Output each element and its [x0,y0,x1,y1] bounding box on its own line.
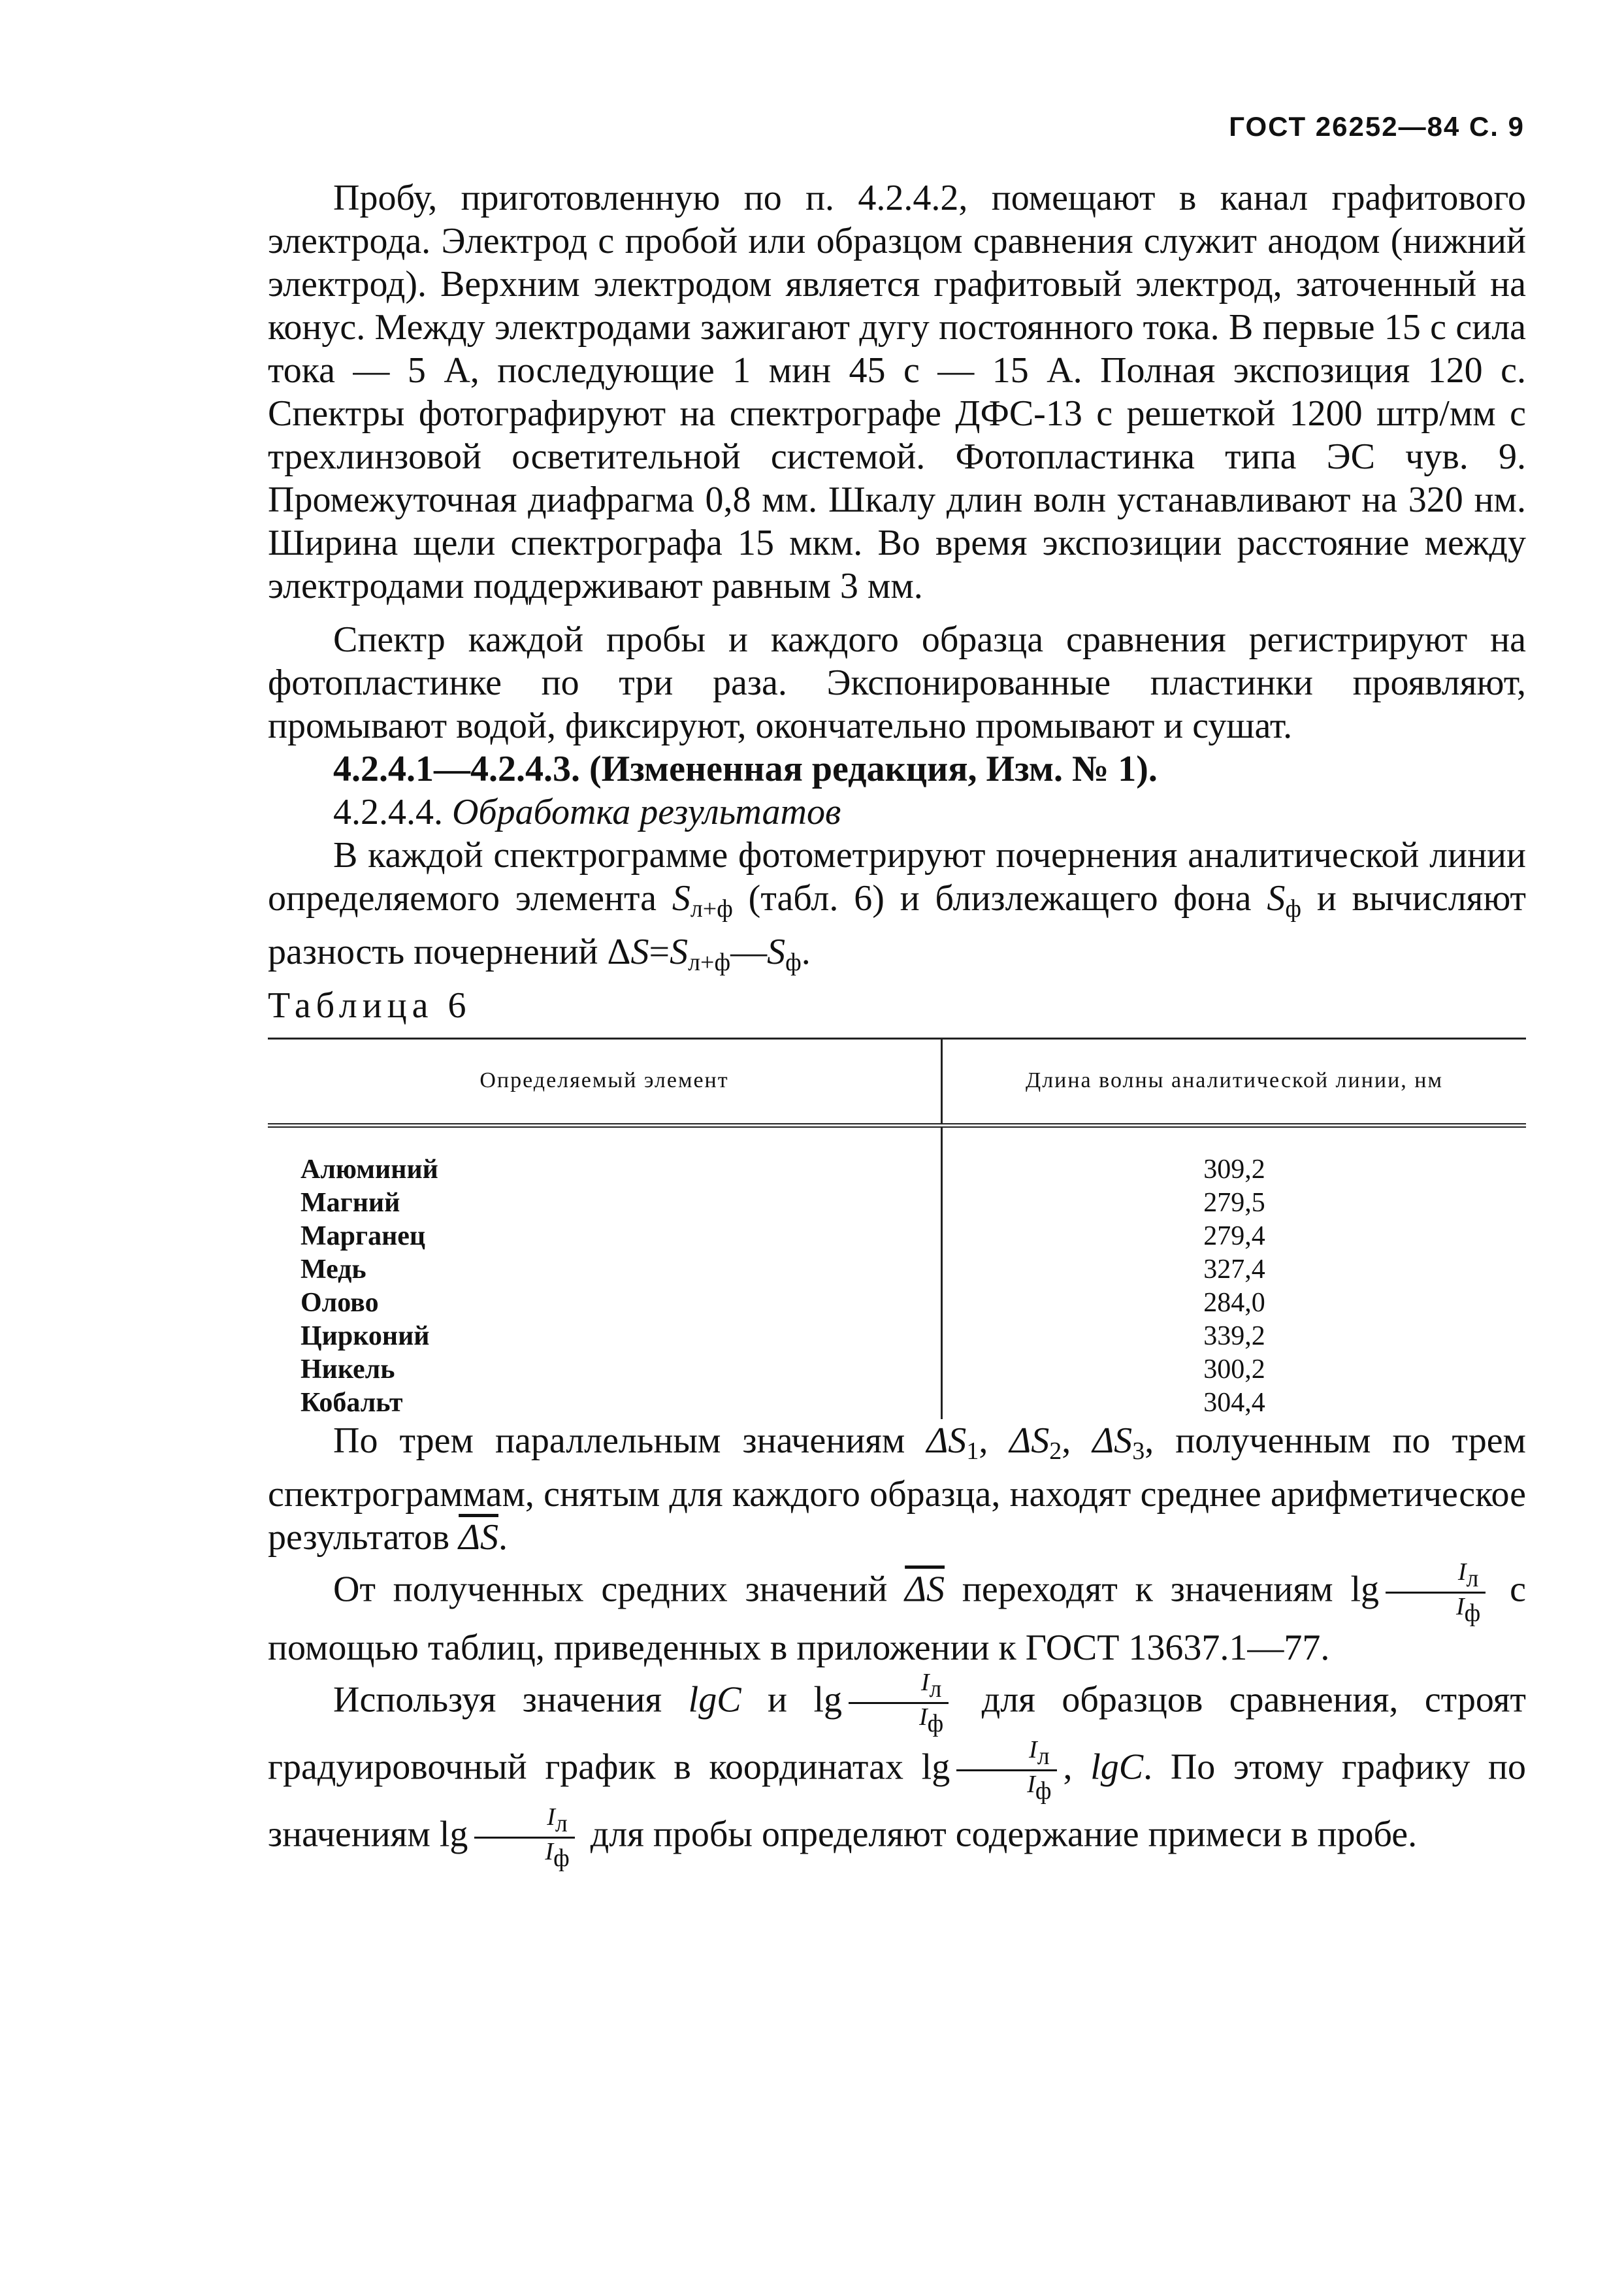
symbol-delta-s: ΔS [1009,1420,1050,1461]
page-content [268,176,1526,1871]
section-title: Обработка результатов [452,792,841,832]
table-row [268,1186,1526,1219]
fraction-il-if [849,1669,949,1737]
subscript: ф [553,1844,570,1872]
symbol-s: S [630,932,649,972]
fraction-numerator [849,1669,949,1704]
text-run: . [498,1517,508,1558]
text-run: В каждой спектрограмме фотометрируют почернения аналитической линии определяемого элемента [268,835,1526,919]
symbol-equals: = [649,932,670,972]
cell-element: Олово [268,1286,942,1319]
text-run: По трем параллельным значениям [333,1420,927,1461]
cell-wavelength: 279,4 [1203,1221,1265,1251]
text-run: I [1027,1771,1035,1798]
table-caption: Таблица 6 [268,985,472,1026]
text-run: От полученных средних значений [333,1569,905,1610]
subscript: л [1466,1565,1479,1592]
cell-wavelength: 339,2 [1203,1320,1265,1351]
symbol-s: S [1267,878,1286,919]
fraction-il-if [474,1804,574,1871]
subscript: 1 [966,1437,979,1465]
text-run: , [979,1420,1010,1461]
text-run: Используя значения [333,1679,689,1720]
cell-element: Медь [268,1253,942,1286]
text-run: I [1457,1558,1467,1586]
subscript: л [929,1675,942,1703]
fraction-denominator [956,1771,1056,1804]
subscript: л+ф [690,895,733,923]
symbol-minus: — [730,932,768,972]
paragraph-conversion [268,1559,1526,1669]
cell-element: Цирконий [268,1319,942,1352]
table-row [268,1319,1526,1352]
table-row [268,1386,1526,1419]
cell-wavelength: 327,4 [1203,1254,1265,1285]
symbol-lgc: lgC [1090,1746,1144,1788]
text-run: , [1063,1746,1091,1788]
symbol-s: S [672,878,690,919]
cell-wavelength: 309,2 [1203,1154,1265,1185]
text-run: и вычисляют разность почернений [268,878,1527,972]
cell-element: Кобальт [268,1386,942,1419]
subscript: ф [927,1710,944,1737]
cell-wavelength: 300,2 [1203,1354,1265,1385]
subscript: л+ф [688,949,731,976]
text-run: и [741,1679,814,1720]
fraction-il-if [956,1737,1056,1804]
text-run: , полученным по трем спектрограммам, снятым для каждого образца, находят среднее арифметическое результатов [268,1420,1526,1558]
subscript: 3 [1132,1437,1145,1465]
symbol-delta-s: ΔS [1092,1420,1133,1461]
subscript: ф [785,949,802,976]
paragraph-procedure: Пробу, приготовленную по п. 4.2.4.2, помещают в канал графитового электрода. Электрод с пробой или образцом сравнения служит анодом (нижний электрод). Верхним электродом является графитовый электрод, заточенный на конус. Между электродами зажигают дугу постоянного тока. В первые 15 с сила тока — 5 А, последующие 1 мин 45 с — 15 А. Полная экспозиция 120 с. Спектры фотографируют на спектрографе ДФС-13 с решеткой 1200 штр/мм с трехлинзовой осветительной системой. Фотопластинка типа ЭС чув. 9. Промежуточная диафрагма 0,8 мм. Шкалу длин волн устанавливают на 320 нм. Ширина щели спектрографа 15 мкм. Во время экспозиции расстояние между электродами поддерживают равным 3 мм. [268,178,1526,606]
section-number: 4.2.4.4. [333,792,443,832]
page-header: ГОСТ 26252—84 С. 9 [1229,111,1525,142]
text-run: I [1456,1593,1465,1620]
cell-wavelength: 304,4 [1203,1387,1265,1418]
symbol-s: S [767,932,786,972]
cell-element: Магний [268,1186,942,1219]
symbol-lg: lg [813,1679,842,1720]
text-run: для образцов сравнения, строят градуировочный график в координатах [268,1679,1526,1788]
subscript: ф [1464,1599,1481,1627]
subscript: 2 [1049,1437,1062,1465]
fraction-numerator [474,1804,574,1839]
paragraph-average [268,1419,1526,1559]
text-run: I [919,1703,928,1731]
symbol-s: S [670,932,689,972]
text-run: с помощью таблиц, приведенных в приложении к ГОСТ 13637.1—77. [268,1569,1526,1668]
column-header-element: Определяемый элемент [268,1039,942,1126]
text-run: . [801,932,811,972]
symbol-lg: lg [439,1814,468,1855]
wavelength-table [268,1038,1526,1419]
cell-element: Алюминий [268,1126,942,1187]
subscript: ф [1285,895,1302,923]
symbol-mean-delta-s: $\overline{\Delta S}$ [905,1569,945,1610]
cell-element: Никель [268,1352,942,1386]
fraction-numerator [956,1737,1056,1771]
text-run: I [547,1803,555,1831]
cell-wavelength: 279,5 [1203,1187,1265,1218]
subscript: л [1037,1743,1050,1770]
text-run: I [545,1838,554,1865]
subscript: л [555,1810,568,1837]
fraction-denominator [1386,1594,1486,1626]
symbol-lgc: lgC [688,1679,741,1720]
table-row [268,1219,1526,1253]
text-run: , [1062,1420,1093,1461]
paragraph-calibration [268,1669,1526,1871]
amendment-note: 4.2.4.1—4.2.4.3. (Измененная редакция, Изм. № 1). [333,749,1158,789]
subscript: ф [1035,1777,1052,1805]
text-run: I [1029,1736,1037,1763]
paragraph-photometry [268,834,1526,984]
symbol-delta-s: ΔS [926,1420,967,1461]
section-heading [268,791,1526,834]
fraction-il-if [1386,1559,1486,1626]
table-row [268,1253,1526,1286]
text-run: (табл. 6) и близлежащего фона [732,878,1267,919]
paragraph-registration: Спектр каждой пробы и каждого образца сравнения регистрируют на фотопластинке по три раза. Экспонированные пластинки проявляют, промывают водой, фиксируют, окончательно промывают и сушат. [268,619,1526,746]
cell-wavelength: 284,0 [1203,1287,1265,1318]
fraction-numerator [1386,1559,1486,1594]
text-run: переходят к значениям [945,1569,1333,1610]
fraction-denominator [474,1839,574,1871]
cell-element: Марганец [268,1219,942,1253]
table-row [268,1286,1526,1319]
text-run: для пробы определяют содержание примеси в пробе. [581,1814,1418,1855]
symbol-delta: Δ [607,932,631,972]
symbol-lg: lg [921,1746,950,1788]
symbol-lg: lg [1350,1569,1379,1610]
fraction-denominator [849,1704,949,1737]
symbol-mean-delta-s: $\overline{\Delta S}$ [459,1517,498,1558]
table-row [268,1126,1526,1187]
text-run: . По этому графику по значениям [268,1746,1527,1855]
text-run: I [920,1669,930,1696]
column-header-wavelength: Длина волны аналитической линии, нм [942,1039,1527,1126]
table-row [268,1352,1526,1386]
